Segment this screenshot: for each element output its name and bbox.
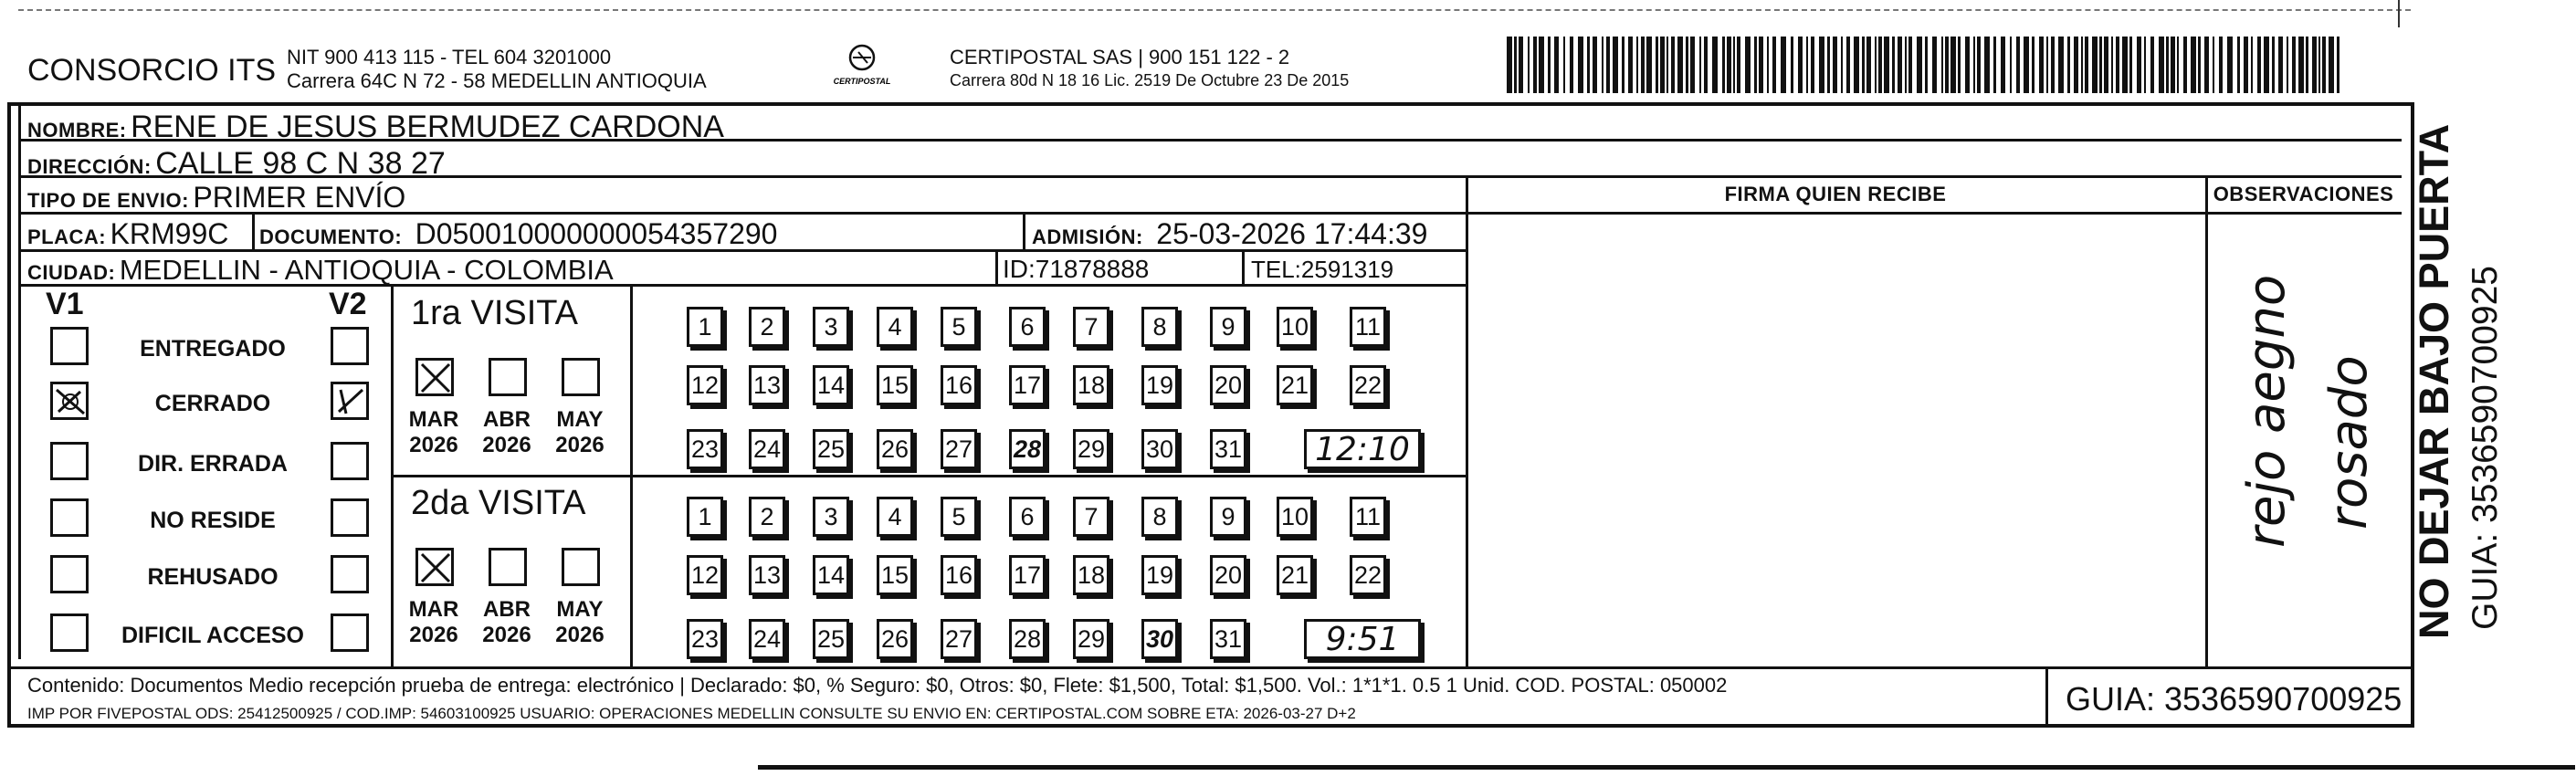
day-cell[interactable]: 22 <box>1350 555 1386 595</box>
direccion-label: DIRECCIÓN: <box>27 155 152 178</box>
month-label: MAR <box>408 407 459 432</box>
month-label: MAY <box>556 597 604 622</box>
day-cell[interactable]: 6 <box>1009 307 1046 347</box>
barcode-bar <box>1745 37 1751 93</box>
barcode-bar <box>1754 37 1757 93</box>
day-cell[interactable]: 27 <box>941 429 977 469</box>
tel-divider <box>1242 249 1245 284</box>
day-cell[interactable]: 23 <box>687 619 723 659</box>
v1-checkbox[interactable] <box>50 442 89 480</box>
barcode-bar <box>2166 37 2169 93</box>
month-checkbox[interactable] <box>415 548 454 586</box>
barcode-bar <box>2237 37 2240 93</box>
barcode-bar <box>2177 37 2179 93</box>
barcode-bar <box>2278 37 2283 93</box>
barcode-bar <box>2322 37 2326 93</box>
barcode-bar <box>1846 37 1850 93</box>
day-cell[interactable]: 30 <box>1141 619 1178 659</box>
check-mark-icon <box>333 384 368 419</box>
year-label: 2026 <box>409 623 458 647</box>
v1-checkbox[interactable] <box>50 327 89 365</box>
day-cell[interactable]: 15 <box>877 365 913 405</box>
direccion-value: CALLE 98 C N 38 27 <box>155 146 446 181</box>
barcode-bar <box>1628 37 1633 93</box>
footer-guia: GUIA: 3536590700925 <box>2066 680 2403 718</box>
barcode-bar <box>1875 37 1877 93</box>
barcode-bar <box>1690 37 1695 93</box>
barcode-bar <box>2001 37 2005 93</box>
visit-title: 1ra VISITA <box>411 294 579 332</box>
day-cell[interactable]: 12 <box>687 555 723 595</box>
day-cell[interactable]: 26 <box>877 619 913 659</box>
nombre-field <box>27 110 724 145</box>
day-cell[interactable]: 2 <box>749 307 785 347</box>
barcode-bar <box>2039 37 2044 93</box>
barcode-bar <box>2058 37 2064 93</box>
barcode-bar <box>1722 37 1725 93</box>
x-mark-icon <box>53 384 88 419</box>
v2-checkbox[interactable] <box>331 382 369 420</box>
barcode-bar <box>1984 37 1990 93</box>
barcode-bar <box>1898 37 1902 93</box>
day-cell[interactable]: 25 <box>813 429 849 469</box>
month-checkbox[interactable] <box>415 358 454 396</box>
id-divider <box>995 249 998 284</box>
visit-time[interactable]: 9:51 <box>1304 619 1421 659</box>
day-cell[interactable]: 21 <box>1277 365 1313 405</box>
day-cell[interactable]: 27 <box>941 619 977 659</box>
footer-guia-divider <box>2045 666 2048 728</box>
day-cell[interactable]: 4 <box>877 307 913 347</box>
barcode-bar <box>1958 37 1961 93</box>
observaciones-label: OBSERVACIONES <box>2213 183 2394 205</box>
day-cell[interactable]: 31 <box>1210 619 1246 659</box>
v2-checkbox[interactable] <box>331 498 369 537</box>
status-label: REHUSADO <box>147 564 279 590</box>
month-label: ABR <box>483 597 531 622</box>
v1-heading: V1 <box>46 287 84 321</box>
v2-checkbox[interactable] <box>331 555 369 593</box>
barcode-bar <box>1905 37 1907 93</box>
day-cell[interactable]: 10 <box>1277 497 1313 537</box>
barcode-bar <box>2292 37 2296 93</box>
placa-value: KRM99C <box>110 217 229 250</box>
barcode-bar <box>1533 37 1537 93</box>
year-label: 2026 <box>482 623 531 647</box>
barcode-bar <box>2227 37 2233 93</box>
visit-separator <box>391 475 1466 477</box>
day-cell[interactable]: 3 <box>813 497 849 537</box>
day-cell[interactable]: 12 <box>687 365 723 405</box>
tipo-value: PRIMER ENVÍO <box>193 181 406 214</box>
barcode-bar <box>2204 37 2209 93</box>
month-checkbox[interactable] <box>489 548 527 586</box>
barcode-bar <box>2298 37 2304 93</box>
barcode-bar <box>2306 37 2308 93</box>
day-cell[interactable]: 13 <box>749 555 785 595</box>
v2-heading: V2 <box>329 287 367 321</box>
barcode-bar <box>2171 37 2175 93</box>
barcode-bar <box>2046 37 2048 93</box>
v2-checkbox[interactable] <box>331 613 369 652</box>
barcode-bar <box>1791 37 1793 93</box>
barcode-bar <box>1806 37 1808 93</box>
month-label: ABR <box>483 407 531 432</box>
barcode-bar <box>2272 37 2275 93</box>
day-cell[interactable]: 29 <box>1073 619 1109 659</box>
documento-label: DOCUMENTO: <box>259 225 403 248</box>
barcode-bar <box>2051 37 2055 93</box>
no-dejar-bajo-puerta: NO DEJAR BAJO PUERTA <box>2411 123 2457 639</box>
ciudad-value: MEDELLIN - ANTIOQUIA - COLOMBIA <box>119 254 614 286</box>
day-cell[interactable]: 25 <box>813 619 849 659</box>
status-label: NO RESIDE <box>150 508 276 533</box>
barcode-bar <box>1977 37 1981 93</box>
barcode-bar <box>1798 37 1803 93</box>
placa-field <box>27 217 228 251</box>
footer-imp: IMP POR FIVEPOSTAL ODS: 25412500925 / COD.IMP: 54603100925 USUARIO: OPERACIONES MEDELLIN CONSULTE SU ENVIO EN: CERTIPOSTAL.COM SOBRE ETA: 2026-03-27 D+2 <box>27 705 1356 722</box>
barcode-bar <box>2104 37 2108 93</box>
barcode-bar <box>1932 37 1937 93</box>
day-cell[interactable]: 20 <box>1210 365 1246 405</box>
day-cell[interactable]: 26 <box>877 429 913 469</box>
v2-checkbox[interactable] <box>331 442 369 480</box>
barcode-bar <box>2099 37 2102 93</box>
sender-line-2: Carrera 64C N 72 - 58 MEDELLIN ANTIOQUIA <box>287 69 707 92</box>
ciudad-label: CIUDAD: <box>27 261 116 284</box>
ciudad-field <box>27 254 614 287</box>
admision-field <box>1032 217 1427 251</box>
nombre-label: NOMBRE: <box>27 119 127 142</box>
carrier-line-2: Carrera 80d N 18 16 Lic. 2519 De Octubre 23 De 2015 <box>950 71 1350 89</box>
barcode-bar <box>1548 37 1551 93</box>
barcode-bar <box>2213 37 2214 93</box>
barcode-bar <box>1563 37 1565 93</box>
barcode-bar <box>1699 37 1701 93</box>
barcode-bar <box>1772 37 1776 93</box>
barcode-bar <box>2329 37 2334 93</box>
barcode-bar <box>1613 37 1618 93</box>
placa-label: PLACA: <box>27 225 107 248</box>
barcode-bar <box>1671 37 1675 93</box>
admision-value: 25-03-2026 17:44:39 <box>1156 217 1428 250</box>
admision-label: ADMISIÓN: <box>1032 225 1143 248</box>
sender-line-1: NIT 900 413 115 - TEL 604 3201000 <box>287 46 612 68</box>
day-cell[interactable]: 9 <box>1210 307 1246 347</box>
day-cell[interactable]: 9 <box>1210 497 1246 537</box>
day-cell[interactable]: 17 <box>1009 555 1046 595</box>
carrier-logo-text: CERTIPOSTAL <box>833 77 891 86</box>
barcode-bar <box>1827 37 1830 93</box>
barcode-bar <box>2116 37 2119 93</box>
barcode-bar <box>1737 37 1740 93</box>
barcode-bar <box>1578 37 1583 93</box>
day-cell[interactable]: 2 <box>749 497 785 537</box>
barcode-bar <box>2111 37 2113 93</box>
barcode-bar <box>1965 37 1970 93</box>
barcode-bar <box>1892 37 1895 93</box>
observation-handwritten-1: rejo aegno <box>2237 274 2297 548</box>
barcode-bar <box>1622 37 1624 93</box>
barcode-bar <box>2010 37 2012 93</box>
barcode-bar <box>1677 37 1683 93</box>
barcode-bar <box>1602 37 1603 93</box>
barcode-bar <box>1854 37 1859 93</box>
day-cell[interactable]: 24 <box>749 429 785 469</box>
day-cell[interactable]: 16 <box>941 555 977 595</box>
barcode-bar <box>1539 37 1544 93</box>
month-checkbox[interactable] <box>562 548 600 586</box>
day-cell[interactable]: 4 <box>877 497 913 537</box>
barcode-bar <box>2122 37 2128 93</box>
observaciones-divider <box>2205 175 2208 666</box>
barcode-bar <box>1519 37 1523 93</box>
placa-divider <box>252 212 255 249</box>
year-label: 2026 <box>482 433 531 457</box>
barcode-bar <box>2085 37 2088 93</box>
admision-divider <box>1023 212 1025 249</box>
barcode-bar <box>1759 37 1763 93</box>
day-cell[interactable]: 13 <box>749 365 785 405</box>
barcode-bar <box>2183 37 2187 93</box>
barcode-bar <box>1833 37 1837 93</box>
status-label: CERRADO <box>154 391 271 416</box>
barcode-bar <box>1667 37 1668 93</box>
day-cell[interactable]: 5 <box>941 307 977 347</box>
nombre-value: RENE DE JESUS BERMUDEZ CARDONA <box>131 110 724 144</box>
barcode-bar <box>2129 37 2132 93</box>
id-value: ID:71878888 <box>1003 255 1150 283</box>
barcode-bar <box>1641 37 1645 93</box>
barcode-bar <box>2067 37 2070 93</box>
barcode-bar <box>1593 37 1597 93</box>
barcode-bar <box>2032 37 2035 93</box>
month-label: MAR <box>408 597 459 622</box>
day-cell[interactable]: 29 <box>1073 429 1109 469</box>
barcode-bar <box>1507 37 1512 93</box>
day-cell[interactable]: 31 <box>1210 429 1246 469</box>
top-edge <box>18 9 2411 11</box>
month-checkbox[interactable] <box>489 358 527 396</box>
day-cell[interactable]: 17 <box>1009 365 1046 405</box>
day-cell[interactable]: 7 <box>1073 497 1109 537</box>
day-cell[interactable]: 10 <box>1277 307 1313 347</box>
day-cell[interactable]: 14 <box>813 365 849 405</box>
day-cell[interactable]: 20 <box>1210 555 1246 595</box>
footer-contenido: Contenido: Documentos Medio recepción prueba de entrega: electrónico | Declarado: $0, % Seguro: $0, Otros: $0, Flete: $1,500, Total: $1,500. Vol.: 1*1*1. 0.5 1 Unid. COD. POSTAL: 050002 <box>27 674 1728 697</box>
status-label: DIFICIL ACCESO <box>121 623 304 648</box>
barcode-bar <box>1781 37 1786 93</box>
day-cell[interactable]: 7 <box>1073 307 1109 347</box>
barcode-bar <box>1554 37 1559 93</box>
carrier-line-1: CERTIPOSTAL SAS | 900 151 122 - 2 <box>950 46 1290 68</box>
day-cell[interactable]: 19 <box>1141 365 1178 405</box>
bottom-edge <box>758 765 2575 770</box>
corner-mark <box>2398 0 2400 27</box>
day-cell[interactable]: 11 <box>1350 497 1386 537</box>
barcode-bar <box>2144 37 2146 93</box>
barcode-bar <box>2219 37 2223 93</box>
year-label: 2026 <box>555 623 605 647</box>
v1-checkbox[interactable] <box>50 498 89 537</box>
v1-checkbox[interactable] <box>50 613 89 652</box>
tipo-field <box>27 181 405 215</box>
barcode-bar <box>1656 37 1658 93</box>
barcode-bar <box>2337 37 2339 93</box>
barcode-bar <box>1712 37 1718 93</box>
barcode-bar <box>1570 37 1573 93</box>
day-cell[interactable]: 8 <box>1141 497 1178 537</box>
day-cell[interactable]: 23 <box>687 429 723 469</box>
tel-value: TEL:2591319 <box>1251 256 1394 283</box>
observation-handwritten-2: rosado <box>2319 355 2379 530</box>
status-label: ENTREGADO <box>140 336 286 362</box>
barcode-bar <box>1884 37 1889 93</box>
day-cell[interactable]: 1 <box>687 497 723 537</box>
barcode-bar <box>2287 37 2288 93</box>
day-cell[interactable]: 1 <box>687 307 723 347</box>
day-cell[interactable]: 24 <box>749 619 785 659</box>
x-mark-icon <box>418 361 453 395</box>
direccion-field <box>27 146 446 182</box>
barcode-bar <box>1606 37 1610 93</box>
barcode-bar <box>1686 37 1688 93</box>
day-cell[interactable]: 8 <box>1141 307 1178 347</box>
status-label: DIR. ERRADA <box>138 451 288 477</box>
day-cell[interactable]: 11 <box>1350 307 1386 347</box>
carrier-logo-icon <box>831 42 893 91</box>
barcode-bar <box>1636 37 1638 93</box>
day-cell[interactable]: 18 <box>1073 555 1109 595</box>
year-label: 2026 <box>409 433 458 457</box>
day-cell[interactable]: 18 <box>1073 365 1109 405</box>
barcode-bar <box>1811 37 1814 93</box>
firma-divider <box>1466 175 1468 666</box>
barcode-bar <box>1819 37 1824 93</box>
day-cell[interactable]: 5 <box>941 497 977 537</box>
x-mark-icon <box>418 551 453 585</box>
barcode-bar <box>1917 37 1922 93</box>
side-guia: GUIA: 3536590700925 <box>2466 266 2505 630</box>
barcode-bar <box>1704 37 1708 93</box>
barcode-bar <box>2074 37 2078 93</box>
left-rule <box>18 102 21 659</box>
day-cell[interactable]: 6 <box>1009 497 1046 537</box>
day-cell[interactable]: 19 <box>1141 555 1178 595</box>
tipo-label: TIPO DE ENVIO: <box>27 189 189 212</box>
documento-value: D050010000000054357290 <box>415 217 778 250</box>
barcode-bar <box>1993 37 1996 93</box>
v2-checkbox[interactable] <box>331 327 369 365</box>
barcode-bar <box>1925 37 1928 93</box>
sender-name: CONSORCIO ITS <box>27 53 277 88</box>
barcode-bar <box>1733 37 1735 93</box>
day-cell[interactable]: 22 <box>1350 365 1386 405</box>
barcode-bar <box>1841 37 1843 93</box>
barcode-bar <box>1950 37 1956 93</box>
barcode-bar <box>2137 37 2141 93</box>
day-cell[interactable]: 28 <box>1009 619 1046 659</box>
barcode-bar <box>1878 37 1882 93</box>
visit-title: 2da VISITA <box>411 484 586 522</box>
day-cell[interactable]: 3 <box>813 307 849 347</box>
documento-field <box>259 217 777 251</box>
day-cell[interactable]: 30 <box>1141 429 1178 469</box>
barcode-bar <box>1862 37 1865 93</box>
footer-line <box>7 666 2414 669</box>
barcode-bar <box>1528 37 1530 93</box>
barcode-bar <box>1767 37 1769 93</box>
barcode-bar <box>2244 37 2248 93</box>
day-cell[interactable]: 14 <box>813 555 849 595</box>
barcode-bar <box>2159 37 2164 93</box>
barcode-bar <box>2198 37 2201 93</box>
v1-checkbox[interactable] <box>50 555 89 593</box>
year-label: 2026 <box>555 433 605 457</box>
barcode-bar <box>2016 37 2020 93</box>
barcode-bar <box>2081 37 2083 93</box>
barcode-bar <box>2264 37 2269 93</box>
barcode-bar <box>1587 37 1590 93</box>
barcode-bar <box>2312 37 2317 93</box>
barcode-bar <box>1941 37 1943 93</box>
barcode-bar <box>2191 37 2196 93</box>
barcode-bar <box>2092 37 2098 93</box>
barcode-bar <box>1973 37 1975 93</box>
barcode-bar <box>1514 37 1517 93</box>
barcode-bar <box>2150 37 2154 93</box>
day-cell[interactable]: 16 <box>941 365 977 405</box>
month-label: MAY <box>556 407 604 432</box>
barcode-bar <box>1727 37 1731 93</box>
barcode-bar <box>2251 37 2253 93</box>
visit-time[interactable]: 12:10 <box>1304 429 1421 469</box>
barcode-bar <box>1945 37 1949 93</box>
barcode-bar <box>1908 37 1912 93</box>
barcode-bar <box>2024 37 2029 93</box>
v1-checkbox[interactable] <box>50 382 89 420</box>
barcode-bar <box>2257 37 2261 93</box>
barcode-bar <box>1866 37 1871 93</box>
day-cell[interactable]: 15 <box>877 555 913 595</box>
day-cell[interactable]: 28 <box>1009 429 1046 469</box>
firma-label: FIRMA QUIEN RECIBE <box>1724 183 1947 205</box>
carrier-logo <box>831 42 893 96</box>
barcode-bar <box>1660 37 1665 93</box>
barcode-bar <box>2318 37 2320 93</box>
month-checkbox[interactable] <box>562 358 600 396</box>
barcode-bar <box>1646 37 1652 93</box>
barcode <box>1507 37 2347 97</box>
day-cell[interactable]: 21 <box>1277 555 1313 595</box>
